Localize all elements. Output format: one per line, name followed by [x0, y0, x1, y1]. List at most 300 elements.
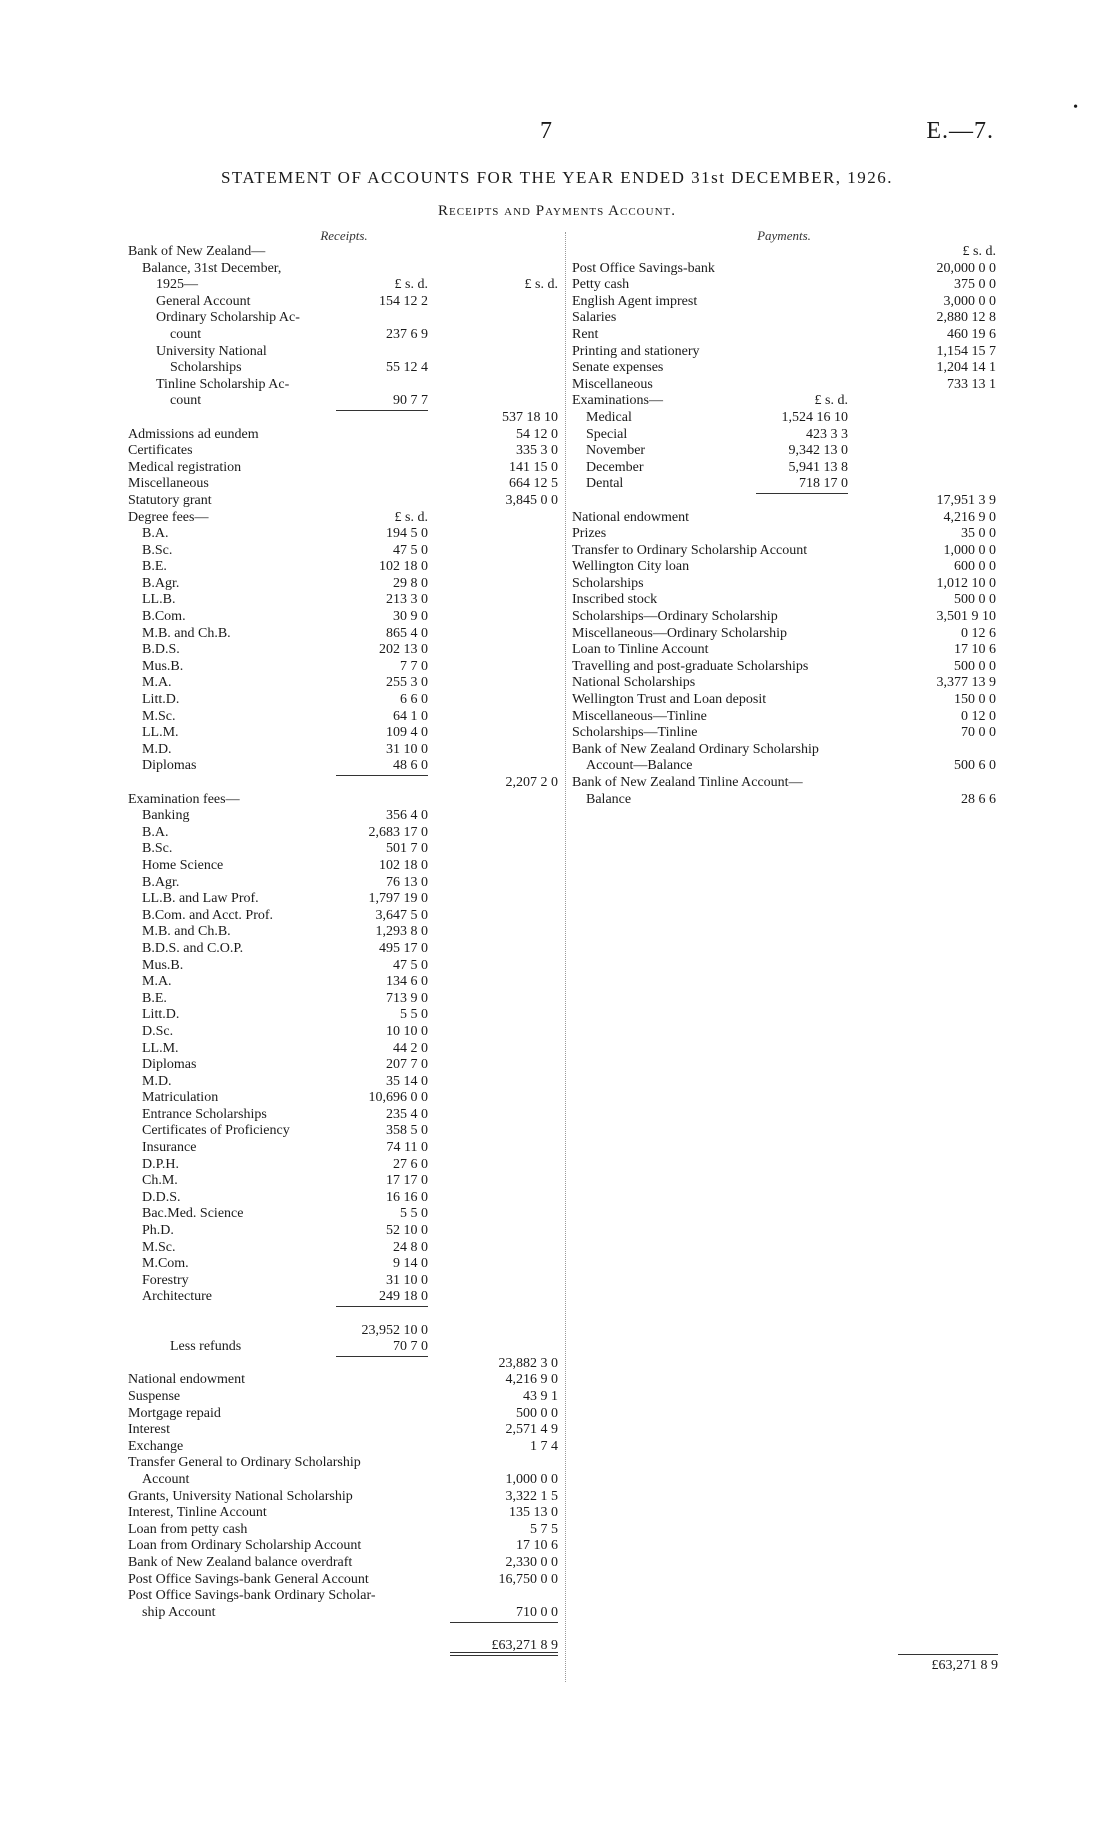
payments-row [572, 609, 996, 626]
receipts-amount-a: 35 14 0 [386, 1073, 428, 1089]
payments-amount-b: 35 0 0 [961, 526, 996, 542]
receipts-row [128, 709, 560, 726]
receipts-column [128, 228, 560, 1654]
payments-row [572, 427, 996, 444]
payments-row-label: Salaries [572, 310, 617, 326]
payments-row [572, 543, 996, 560]
payments-row [572, 792, 996, 809]
receipts-row [128, 344, 560, 361]
receipts-row-label: Tinline Scholarship Ac- [156, 376, 290, 392]
payments-amount-b: 600 0 0 [954, 559, 996, 575]
receipts-row-label: B.Agr. [142, 874, 180, 890]
payments-row [572, 742, 996, 759]
receipts-row [128, 1422, 560, 1439]
receipts-row-label: Banking [142, 808, 190, 824]
page-reference: E.—7. [926, 118, 994, 144]
receipts-row-label: B.Sc. [142, 542, 173, 558]
payments-amount-b: 3,000 0 0 [943, 293, 996, 309]
receipts-row [128, 1339, 560, 1356]
receipts-row [128, 808, 560, 825]
account-subtitle: Receipts and Payments Account. [438, 203, 676, 219]
receipts-row-label: B.E. [142, 990, 167, 1006]
receipts-row [128, 1157, 560, 1174]
receipts-row-label: B.Sc. [142, 841, 173, 857]
receipts-amount-a: 10 10 0 [386, 1023, 428, 1039]
payments-row [572, 692, 996, 709]
receipts-row [128, 1173, 560, 1190]
receipts-row [128, 377, 560, 394]
receipts-row [128, 460, 560, 477]
payments-row-label: Miscellaneous—Tinline [572, 708, 707, 724]
payments-amount-b: 2,880 12 8 [936, 310, 996, 326]
receipts-amount-b: 141 15 0 [509, 459, 558, 475]
receipts-row-label: M.B. and Ch.B. [142, 625, 231, 641]
receipts-row [128, 974, 560, 991]
payments-row [572, 559, 996, 576]
receipts-row [128, 1007, 560, 1024]
receipts-row-label: Home Science [142, 857, 224, 873]
receipts-row [128, 1057, 560, 1074]
payments-row-label: Bank of New Zealand Tinline Account— [572, 775, 803, 790]
receipts-amount-a: 134 6 0 [386, 974, 428, 990]
receipts-row-label: Transfer General to Ordinary Scholarship [128, 1455, 361, 1471]
payments-row [572, 277, 996, 294]
receipts-row [128, 1638, 560, 1655]
payments-amount-b: 3,377 13 9 [936, 675, 996, 691]
receipts-amount-a: 44 2 0 [393, 1040, 428, 1056]
payments-amount-a: 718 17 0 [799, 476, 848, 492]
receipts-row-label: Insurance [142, 1140, 197, 1156]
payments-row-label: November [586, 443, 646, 459]
receipts-row-label: Ch.M. [142, 1173, 178, 1189]
receipts-row-label: LL.M. [142, 725, 179, 741]
payments-rows [572, 244, 996, 808]
payments-row [572, 261, 996, 278]
receipts-row-label: LL.M. [142, 1040, 179, 1056]
receipts-row [128, 626, 560, 643]
receipts-row [128, 1289, 560, 1306]
payments-row-label: Miscellaneous—Ordinary Scholarship [572, 625, 788, 641]
receipts-row [128, 576, 560, 593]
receipts-row-label: Miscellaneous [128, 476, 209, 492]
receipts-row [128, 1406, 560, 1423]
payments-row [572, 493, 996, 510]
receipts-row-label: M.Sc. [142, 708, 176, 724]
receipts-row-label: B.Com. [142, 609, 186, 625]
margin-dot: • [1073, 100, 1078, 115]
receipts-row [128, 1190, 560, 1207]
receipts-row-label: Bank of New Zealand— [128, 244, 266, 259]
payments-amount-b: 17 10 6 [954, 642, 996, 658]
receipts-row [128, 692, 560, 709]
receipts-row-label: M.A. [142, 675, 172, 691]
receipts-row-label: LL.B. and Law Prof. [142, 891, 259, 907]
receipts-amount-a: 9 14 0 [393, 1256, 428, 1272]
payments-row [572, 510, 996, 527]
receipts-row [128, 875, 560, 892]
receipts-amount-a: 109 4 0 [386, 725, 428, 741]
receipts-amount-a: 213 3 0 [386, 592, 428, 608]
receipts-row-label: Degree fees— [128, 509, 209, 525]
receipts-row-label: LL.B. [142, 592, 176, 608]
payments-amount-b: 500 0 0 [954, 658, 996, 674]
receipts-row-label: B.A. [142, 824, 169, 840]
receipts-row [128, 841, 560, 858]
receipts-row [128, 1472, 560, 1489]
receipts-row-label: M.Com. [142, 1256, 189, 1272]
receipts-amount-a: 48 6 0 [393, 758, 428, 774]
payments-row-label: Prizes [572, 526, 607, 542]
receipts-row-label: Medical registration [128, 459, 242, 475]
payments-row-label: Scholarships—Ordinary Scholarship [572, 609, 778, 625]
payments-row-label: Post Office Savings-bank [572, 260, 715, 276]
receipts-amount-a: 235 4 0 [386, 1106, 428, 1122]
receipts-row-label: count [170, 393, 202, 409]
receipts-row [128, 1572, 560, 1589]
receipts-row-label: Ph.D. [142, 1223, 174, 1239]
payments-row [572, 460, 996, 477]
receipts-amount-a: 102 18 0 [379, 857, 428, 873]
receipts-row-label: Diplomas [142, 1057, 197, 1073]
receipts-row [128, 261, 560, 278]
receipts-row-label: B.A. [142, 526, 169, 542]
payments-row-label: Dental [586, 476, 624, 492]
receipts-row-label: Forestry [142, 1272, 189, 1288]
receipts-row-label: Ordinary Scholarship Ac- [156, 310, 300, 326]
receipts-row [128, 675, 560, 692]
receipts-amount-a: 23,952 10 0 [361, 1322, 428, 1338]
receipts-amount-a: 194 5 0 [386, 526, 428, 542]
receipts-row-label: Grants, University National Scholarship [128, 1488, 353, 1504]
receipts-row [128, 294, 560, 311]
receipts-row-label: B.Com. and Acct. Prof. [142, 907, 274, 923]
payments-amount-b: 733 13 1 [947, 376, 996, 392]
payments-amount-a: £ s. d. [814, 393, 848, 409]
receipts-amount-a: 865 4 0 [386, 625, 428, 641]
receipts-amount-b: 1,000 0 0 [505, 1471, 558, 1487]
receipts-row-label: Certificates [128, 443, 193, 459]
receipts-row [128, 1090, 560, 1107]
receipts-row [128, 1505, 560, 1522]
receipts-amount-b: £ s. d. [524, 277, 558, 293]
payments-amount-a: 423 3 3 [806, 426, 848, 442]
receipts-amount-a: 2,683 17 0 [368, 824, 428, 840]
payments-row [572, 377, 996, 394]
receipts-row-label: Matriculation [142, 1090, 219, 1106]
receipts-row [128, 1356, 560, 1373]
payments-amount-b: 0 12 6 [961, 625, 996, 641]
receipts-row-label: M.A. [142, 974, 172, 990]
receipts-amount-b: 664 12 5 [509, 476, 558, 492]
receipts-row [128, 1273, 560, 1290]
payments-row-label: Special [586, 426, 628, 442]
receipts-row [128, 1455, 560, 1472]
receipts-row-label: Bank of New Zealand balance overdraft [128, 1554, 353, 1570]
receipts-row [128, 1306, 560, 1323]
payments-row [572, 294, 996, 311]
receipts-amount-a: 207 7 0 [386, 1057, 428, 1073]
receipts-row-label: B.D.S. [142, 642, 180, 658]
receipts-amount-a: 31 10 0 [386, 1272, 428, 1288]
payments-row-label: December [586, 459, 644, 475]
receipts-row-label: 1925— [156, 277, 198, 293]
payments-row-label: Petty cash [572, 277, 630, 293]
payments-row [572, 675, 996, 692]
payments-row [572, 310, 996, 327]
payments-column [572, 228, 996, 808]
payments-row [572, 758, 996, 775]
receipts-amount-a: 7 7 0 [400, 658, 428, 674]
receipts-amount-a: 501 7 0 [386, 841, 428, 857]
receipts-amount-a: 55 12 4 [386, 360, 428, 376]
payments-row [572, 626, 996, 643]
payments-row [572, 344, 996, 361]
receipts-row [128, 1439, 560, 1456]
payments-row-label: Inscribed stock [572, 592, 658, 608]
receipts-amount-a: 90 7 7 [393, 393, 428, 409]
payments-row [572, 592, 996, 609]
receipts-row [128, 310, 560, 327]
receipts-row [128, 244, 560, 261]
receipts-row [128, 1041, 560, 1058]
receipts-row-label: Loan from Ordinary Scholarship Account [128, 1538, 362, 1554]
receipts-amount-a: 202 13 0 [379, 642, 428, 658]
payments-amount-b: 1,154 15 7 [936, 343, 996, 359]
payments-row [572, 659, 996, 676]
payments-row-label: Miscellaneous [572, 376, 653, 392]
receipts-amount-b: 135 13 0 [509, 1505, 558, 1521]
receipts-row-label: M.D. [142, 741, 172, 757]
payments-row-label: Travelling and post-graduate Scholarships [572, 658, 809, 674]
receipts-amount-a: 74 11 0 [386, 1140, 428, 1156]
payments-row-label: Account—Balance [586, 758, 693, 774]
receipts-amount-a: 713 9 0 [386, 990, 428, 1006]
receipts-row-label: D.D.S. [142, 1189, 181, 1205]
receipts-row [128, 592, 560, 609]
receipts-row [128, 1240, 560, 1257]
receipts-row [128, 991, 560, 1008]
receipts-row [128, 427, 560, 444]
receipts-row-label: Less refunds [170, 1339, 242, 1355]
payments-amount-b: 28 6 6 [961, 791, 996, 807]
receipts-amount-b: 3,845 0 0 [505, 492, 558, 508]
receipts-row [128, 958, 560, 975]
payments-amount-b: 70 0 0 [961, 725, 996, 741]
receipts-row-label: Post Office Savings-bank General Account [128, 1571, 369, 1587]
payments-row [572, 576, 996, 593]
payments-row-label: Wellington Trust and Loan deposit [572, 692, 767, 708]
payments-amount-b: 375 0 0 [954, 277, 996, 293]
receipts-amount-a: 64 1 0 [393, 708, 428, 724]
receipts-row [128, 1223, 560, 1240]
receipts-row [128, 908, 560, 925]
receipts-row [128, 1389, 560, 1406]
receipts-amount-a: 5 5 0 [400, 1007, 428, 1023]
receipts-amount-a: 70 7 0 [393, 1339, 428, 1355]
receipts-row-label: M.Sc. [142, 1239, 176, 1255]
receipts-amount-b: 2,207 2 0 [505, 775, 558, 790]
receipts-amount-b: 3,322 1 5 [505, 1488, 558, 1504]
payments-heading: Payments. [757, 228, 811, 243]
receipts-amount-a: 30 9 0 [393, 609, 428, 625]
receipts-row [128, 1107, 560, 1124]
payments-amount-b: 1,204 14 1 [936, 360, 996, 376]
payments-total-block [898, 1652, 998, 1672]
receipts-row [128, 443, 560, 460]
receipts-amount-b: 17 10 6 [516, 1538, 558, 1554]
receipts-amount-a: 47 5 0 [393, 957, 428, 973]
column-divider [565, 232, 566, 1682]
receipts-row [128, 1323, 560, 1340]
payments-row-label: Medical [586, 409, 632, 425]
receipts-row [128, 543, 560, 560]
receipts-amount-a: 24 8 0 [393, 1239, 428, 1255]
receipts-row-label: Exchange [128, 1438, 184, 1454]
receipts-amount-b: 537 18 10 [502, 409, 558, 425]
receipts-row-label: Account [142, 1471, 190, 1487]
receipts-row [128, 1489, 560, 1506]
receipts-row [128, 1605, 560, 1622]
receipts-row [128, 1123, 560, 1140]
statement-title: STATEMENT OF ACCOUNTS FOR THE YEAR ENDED 31st DECEMBER, 1926. [220, 168, 894, 187]
receipts-row-label: Post Office Savings-bank Ordinary Scholar- [128, 1588, 376, 1604]
payments-row-label: Wellington City loan [572, 559, 690, 575]
payments-row-label: Rent [572, 326, 599, 342]
receipts-row-label: Mus.B. [142, 957, 184, 973]
receipts-row-label: B.D.S. and C.O.P. [142, 940, 244, 956]
receipts-amount-b: 710 0 0 [516, 1604, 558, 1620]
receipts-row [128, 1140, 560, 1157]
receipts-row [128, 941, 560, 958]
receipts-amount-a: 154 12 2 [379, 293, 428, 309]
receipts-amount-a: 27 6 0 [393, 1156, 428, 1172]
payments-amount-a: 9,342 13 0 [788, 443, 848, 459]
receipts-row-label: University National [156, 343, 267, 359]
receipts-amount-a: £ s. d. [394, 277, 428, 293]
receipts-row-label: D.P.H. [142, 1156, 179, 1172]
receipts-amount-a: 356 4 0 [386, 808, 428, 824]
receipts-amount-a: 6 6 0 [400, 692, 428, 708]
payments-row [572, 360, 996, 377]
receipts-row [128, 277, 560, 294]
receipts-row [128, 858, 560, 875]
receipts-row [128, 659, 560, 676]
receipts-row [128, 410, 560, 427]
receipts-row [128, 924, 560, 941]
receipts-amount-b: 43 9 1 [523, 1388, 558, 1404]
receipts-amount-a: 17 17 0 [386, 1173, 428, 1189]
receipts-row [128, 559, 560, 576]
receipts-row [128, 1555, 560, 1572]
receipts-row-label: Loan from petty cash [128, 1521, 248, 1537]
payments-row [572, 775, 996, 792]
payments-amount-b: 17,951 3 9 [936, 492, 996, 508]
receipts-row [128, 792, 560, 809]
payments-row-label: Bank of New Zealand Ordinary Scholarship [572, 741, 819, 757]
receipts-amount-b: 16,750 0 0 [498, 1571, 558, 1587]
receipts-row-label: ship Account [142, 1604, 216, 1620]
payments-row-label: Scholarships [572, 575, 644, 591]
receipts-row [128, 526, 560, 543]
receipts-amount-a: 29 8 0 [393, 575, 428, 591]
receipts-amount-b: 2,571 4 9 [505, 1422, 558, 1438]
payments-row [572, 244, 996, 261]
receipts-row [128, 1024, 560, 1041]
receipts-amount-b: 4,216 9 0 [505, 1372, 558, 1388]
payments-amount-a: 1,524 16 10 [781, 409, 848, 425]
receipts-row-label: M.D. [142, 1073, 172, 1089]
receipts-amount-a: 495 17 0 [379, 940, 428, 956]
payments-row [572, 393, 996, 410]
receipts-row-label: Examination fees— [128, 791, 240, 807]
receipts-row-label: Interest [128, 1422, 170, 1438]
payments-amount-b: 460 19 6 [947, 326, 996, 342]
receipts-amount-b: 500 0 0 [516, 1405, 558, 1421]
payments-amount-b: 150 0 0 [954, 692, 996, 708]
payments-row [572, 327, 996, 344]
payments-amount-b: £ s. d. [962, 244, 996, 259]
payments-amount-b: 20,000 0 0 [936, 260, 996, 276]
receipts-amount-b: 54 12 0 [516, 426, 558, 442]
receipts-row [128, 609, 560, 626]
receipts-row [128, 1256, 560, 1273]
receipts-amount-a: 1,797 19 0 [368, 891, 428, 907]
payments-row-label: Loan to Tinline Account [572, 642, 709, 658]
receipts-row-label: Scholarships [170, 360, 242, 376]
payments-row-label: National endowment [572, 509, 690, 525]
receipts-row [128, 393, 560, 410]
payments-row-label: English Agent imprest [572, 293, 698, 309]
receipts-row-label: Litt.D. [142, 1007, 180, 1023]
payments-row-label: Examinations— [572, 393, 663, 409]
payments-amount-b: 4,216 9 0 [943, 509, 996, 525]
receipts-row [128, 642, 560, 659]
receipts-row-label: Mortgage repaid [128, 1405, 221, 1421]
payments-amount-b: 1,000 0 0 [943, 542, 996, 558]
payments-amount-b: 500 6 0 [954, 758, 996, 774]
payments-total-rule [898, 1654, 998, 1655]
receipts-row [128, 327, 560, 344]
receipts-amount-a: £ s. d. [394, 509, 428, 525]
receipts-amount-a: 255 3 0 [386, 675, 428, 691]
receipts-row [128, 1372, 560, 1389]
receipts-row [128, 742, 560, 759]
payments-row [572, 410, 996, 427]
receipts-row-label: B.E. [142, 559, 167, 575]
receipts-row-label: D.Sc. [142, 1023, 174, 1039]
receipts-amount-a: 249 18 0 [379, 1289, 428, 1305]
receipts-amount-a: 1,293 8 0 [375, 924, 428, 940]
receipts-amount-a: 47 5 0 [393, 542, 428, 558]
receipts-amount-b: 1 7 4 [530, 1438, 558, 1454]
receipts-row-label: Admissions ad eundem [128, 426, 259, 442]
receipts-row-label: Interest, Tinline Account [128, 1505, 267, 1521]
receipts-row-label: M.B. and Ch.B. [142, 924, 231, 940]
payments-row [572, 476, 996, 493]
payments-row [572, 709, 996, 726]
receipts-row-label: Entrance Scholarships [142, 1106, 267, 1122]
receipts-row-label: Litt.D. [142, 692, 180, 708]
payments-row-label: National Scholarships [572, 675, 696, 691]
receipts-row [128, 725, 560, 742]
receipts-heading: Receipts. [320, 228, 368, 243]
receipts-row [128, 1206, 560, 1223]
receipts-row [128, 360, 560, 377]
receipts-amount-b: 23,882 3 0 [498, 1355, 558, 1371]
receipts-row-label: National endowment [128, 1372, 246, 1388]
receipts-row-label: General Account [156, 293, 251, 309]
receipts-row-label: Statutory grant [128, 492, 212, 508]
